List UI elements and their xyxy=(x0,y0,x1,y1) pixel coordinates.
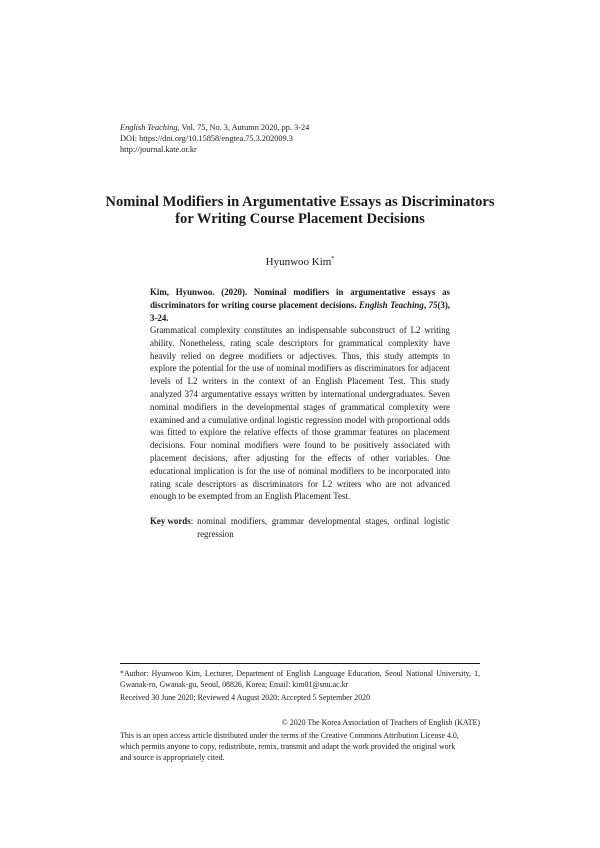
footnote-divider xyxy=(120,663,480,664)
journal-name: English Teaching xyxy=(120,123,178,132)
author-byline xyxy=(100,256,500,268)
citation-volume: 75 xyxy=(428,299,438,310)
abstract-text: Grammatical complexity constitutes an indispensable subconstruct of L2 writing ability. Nonetheless, rating scale descriptors for grammatical complexity have heavily relied on degree modifiers or adjectives. Thus, this study attempts to explore the potential for the use of nominal modifiers as discriminators for adjacent levels of L2 writers in the context of an English Placement Test. This study analyzed 374 argumentative essays written by international undergraduates. Seven nominal modifiers in the developmental stages of grammatical complexity were examined and a cumulative ordinal logistic regression model with proportional odds was fitted to explore the relative effects of those grammar features on placement decisions. Four nominal modifiers were found to be positively associated with placement decisions, after adjusting for the effects of other variables. One educational implication is for the use of nominal modifiers to be incorporated into rating scale descriptors as discriminators for L2 writers who are not advanced enough to be exempted from an English Placement Test. xyxy=(150,325,450,502)
article-title xyxy=(100,194,500,228)
received-dates: Received 30 June 2020; Reviewed 4 August 2020; Accepted 5 September 2020 xyxy=(120,693,371,702)
license-line-2: which permits anyone to copy, redistribute, remix, transmit and adapt the work provided the original work xyxy=(120,741,456,751)
journal-header xyxy=(120,122,309,155)
author-footnote-marker: * xyxy=(331,256,335,262)
keywords-label: Key words xyxy=(150,516,191,526)
author-footnote: *Author: Hyunwoo Kim, Lecturer, Department of English Language Education, Seoul National University, 1, Gwanak-ro, Gwanak-gu, Seoul, 08826, Korea; Email: kim01@snu.ac.kr xyxy=(120,669,480,689)
doi-line[interactable]: DOI: https://doi.org/10.15858/engtea.75.3.202009.3 xyxy=(120,134,293,143)
citation-issue-pages: (3), 3-24. xyxy=(150,299,451,323)
citation-lead: Kim, Hyunwoo. (2020). Nominal modifiers in argumentative essays as discriminators for writing course placement decisions. xyxy=(150,287,450,310)
keywords-block xyxy=(150,515,450,541)
citation-journal: English Teaching xyxy=(358,299,424,310)
keywords-text: nominal modifiers, grammar developmental stages, ordinal logistic regression xyxy=(197,516,450,539)
license-notice xyxy=(120,731,480,763)
title-line-2: for Writing Course Placement Decisions xyxy=(175,211,425,227)
copyright-notice: © 2020 The Korea Association of Teachers of English (KATE) xyxy=(281,718,480,727)
journal-details: , Vol. 75, No. 3, Autumn 2020, pp. 3-24 xyxy=(177,123,310,132)
license-line-1: This is an open access article distributed under the terms of the Creative Commons Attribution License 4.0, xyxy=(120,731,459,740)
title-line-1: Nominal Modifiers in Argumentative Essays as Discriminators xyxy=(105,194,495,210)
citation-volume-separator: , xyxy=(423,299,429,310)
journal-url[interactable]: http://journal.kate.or.kr xyxy=(120,145,197,154)
author-name: Hyunwoo Kim xyxy=(265,256,332,268)
keywords-colon: : xyxy=(190,516,194,526)
license-line-3: and source is appropriately cited. xyxy=(120,752,225,762)
citation-block xyxy=(150,286,450,324)
journal-citation-line xyxy=(120,122,309,133)
